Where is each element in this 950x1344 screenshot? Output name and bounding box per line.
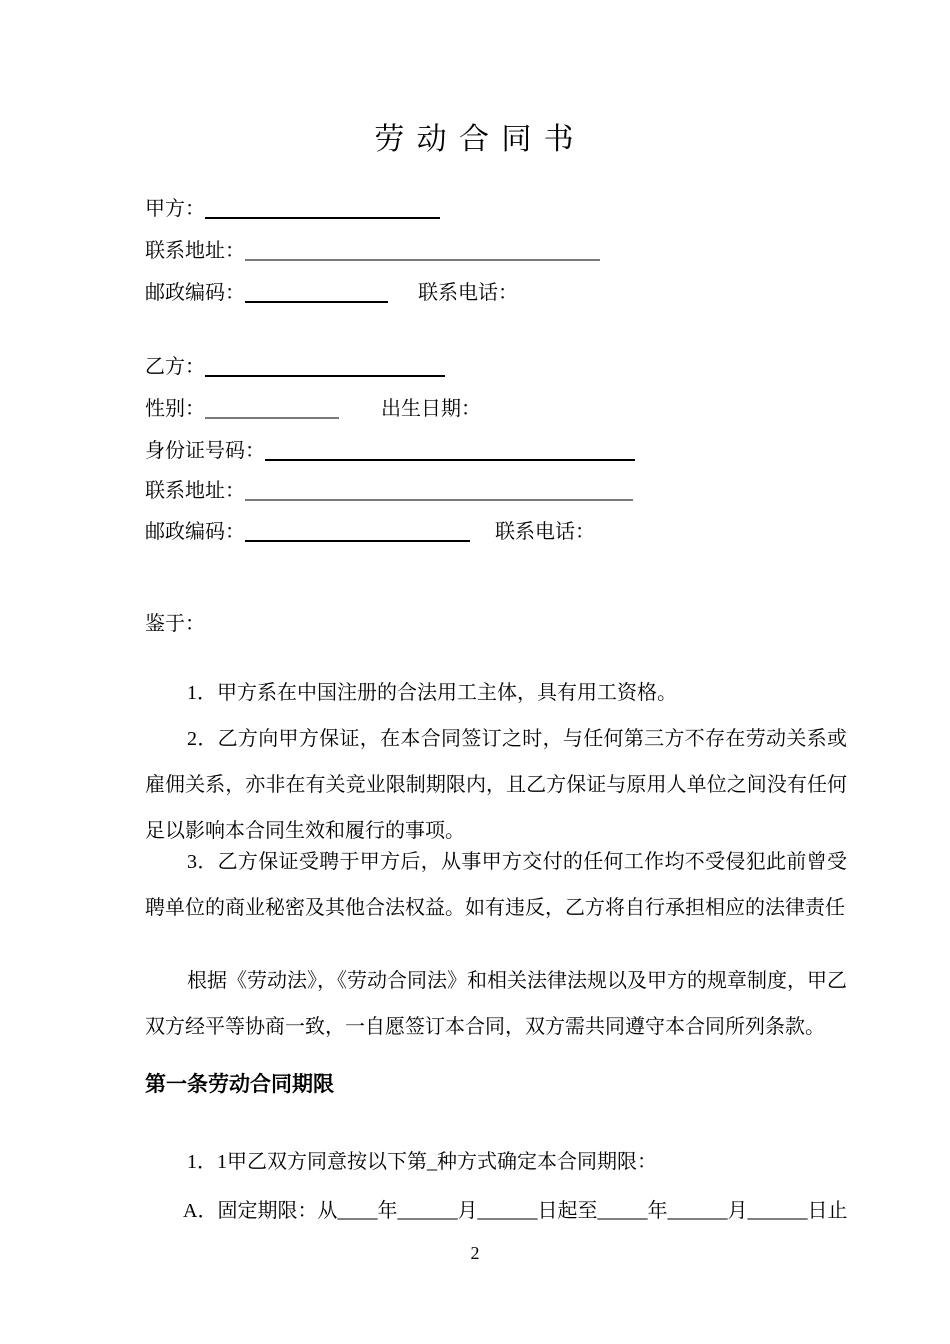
party-b-address-row [145, 479, 633, 503]
party-b-phone-label: 联系电话： [495, 521, 595, 543]
party-b-name-field[interactable] [205, 357, 445, 377]
party-b-name-label: 乙方： [145, 356, 205, 378]
party-b-address-label: 联系地址： [145, 480, 245, 502]
party-a-postcode-label: 邮政编码： [145, 282, 245, 304]
party-b-gender-label: 性别： [145, 398, 205, 420]
article-1-heading: 第一条劳动合同期限 [145, 1072, 334, 1096]
clause-1-1-option-a: A．固定期限：从____年______月______日起至_____年______月______日止 [183, 1200, 848, 1222]
whereas-item-2: 2．乙方向甲方保证，在本合同签订之时，与任何第三方不存在劳动关系或雇佣关系，亦非在有关竞业限制期限内，且乙方保证与原用人单位之间没有任何足以影响本合同生效和履行的事项。 [145, 728, 847, 842]
party-b-gender-field[interactable] [205, 399, 339, 419]
preamble-paragraph: 根据《劳动法》，《劳动合同法》和相关法律法规以及甲方的规章制度，甲乙双方经平等协商一致，一自愿签订本合同，双方需共同遵守本合同所列条款。 [145, 970, 847, 1038]
party-b-address-field[interactable] [245, 481, 633, 501]
whereas-item-1: 1．甲方系在中国注册的合法用工主体，具有用工资格。 [187, 682, 677, 704]
clause-1-1: 1．1甲乙双方同意按以下第_种方式确定本合同期限： [187, 1151, 657, 1173]
party-b-id-row [145, 439, 635, 463]
whereas-item-3: 3．乙方保证受聘于甲方后，从事甲方交付的任何工作均不受侵犯此前曾受聘单位的商业秘密及其他合法权益。如有违反，乙方将自行承担相应的法律责任 [145, 851, 847, 919]
party-b-id-label: 身份证号码： [145, 440, 265, 462]
party-a-address-label: 联系地址： [145, 240, 245, 262]
document-title: 劳 动 合 同 书 [374, 123, 576, 156]
page-number: 2 [470, 1243, 480, 1263]
party-b-id-field[interactable] [265, 441, 635, 461]
party-b-name-row [145, 355, 445, 379]
party-a-name-field[interactable] [205, 199, 440, 219]
party-b-gender-row [145, 397, 481, 421]
party-a-phone-label: 联系电话： [418, 282, 518, 304]
party-b-postcode-row [145, 520, 595, 544]
party-a-address-row [145, 239, 600, 263]
party-a-address-field[interactable] [245, 241, 600, 261]
party-a-postcode-row [145, 281, 518, 305]
whereas-heading: 鉴于： [145, 613, 205, 635]
party-a-name-label: 甲方： [145, 198, 205, 220]
party-a-name-row [145, 197, 440, 221]
party-b-postcode-field[interactable] [245, 522, 470, 542]
party-b-birth-label: 出生日期： [381, 398, 481, 420]
party-b-postcode-label: 邮政编码： [145, 521, 245, 543]
party-a-postcode-field[interactable] [245, 283, 388, 303]
